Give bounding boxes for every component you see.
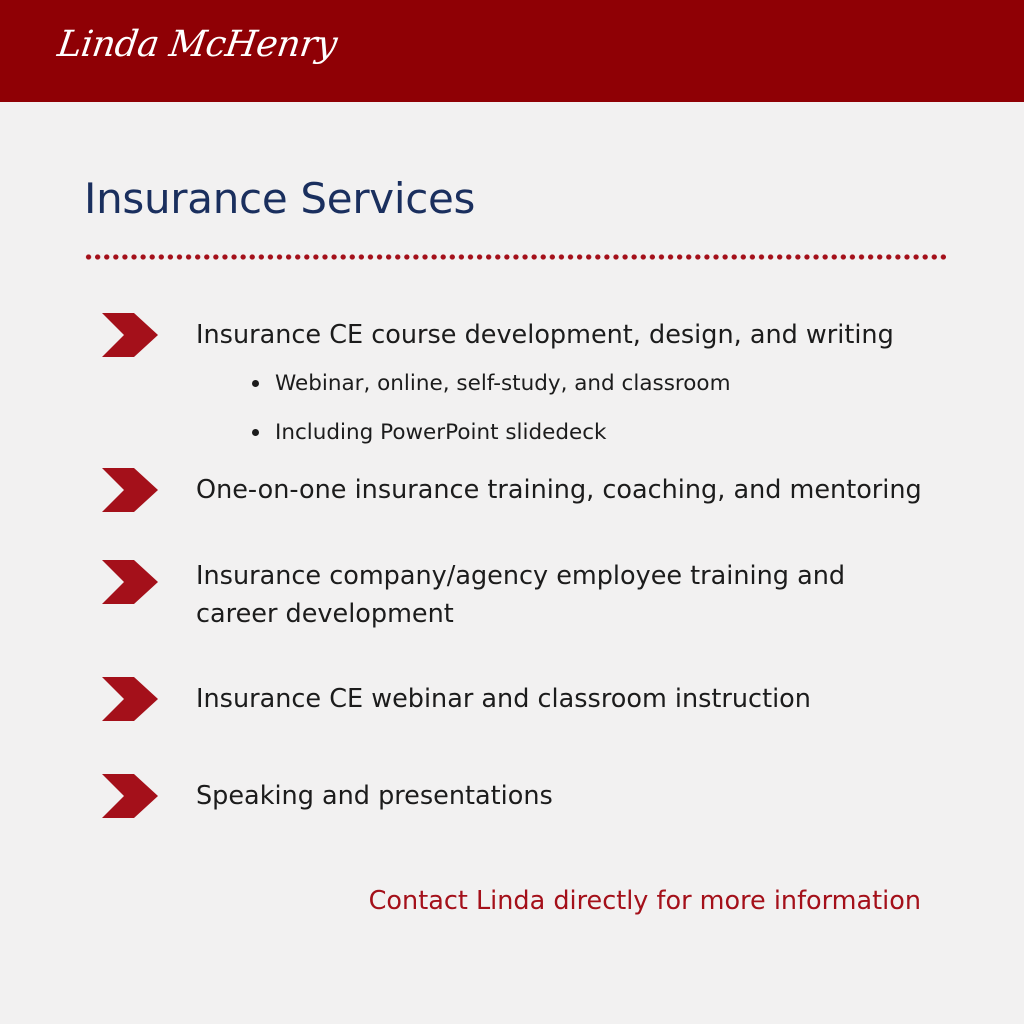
bullet-dot-icon [252,380,259,387]
subitem-label: Webinar, online, self-study, and classroom [275,371,731,396]
dotted-divider [84,253,946,261]
contact-link[interactable]: Contact Linda directly for more information [368,886,921,916]
page-title: Insurance Services [84,174,476,223]
header-bar [0,0,1024,102]
service-label: Insurance CE webinar and classroom instruction [196,684,811,714]
chevron-right-icon [102,774,158,818]
list-item [252,359,731,408]
brand-logo: Linda McHenry [55,24,340,65]
service-label: One-on-one insurance training, coaching, and mentoring [196,475,922,505]
bullet-dot-icon [252,429,259,436]
chevron-right-icon [102,677,158,721]
service-label: Insurance company/agency employee training and career development [196,561,846,629]
service-label: Speaking and presentations [196,781,553,811]
service-subitems [252,359,731,457]
subitem-label: Including PowerPoint slidedeck [275,420,607,445]
list-item [252,408,731,457]
chevron-right-icon [102,560,158,604]
chevron-right-icon [102,468,158,512]
chevron-right-icon [102,313,158,357]
service-label: Insurance CE course development, design, and writing [196,320,894,350]
